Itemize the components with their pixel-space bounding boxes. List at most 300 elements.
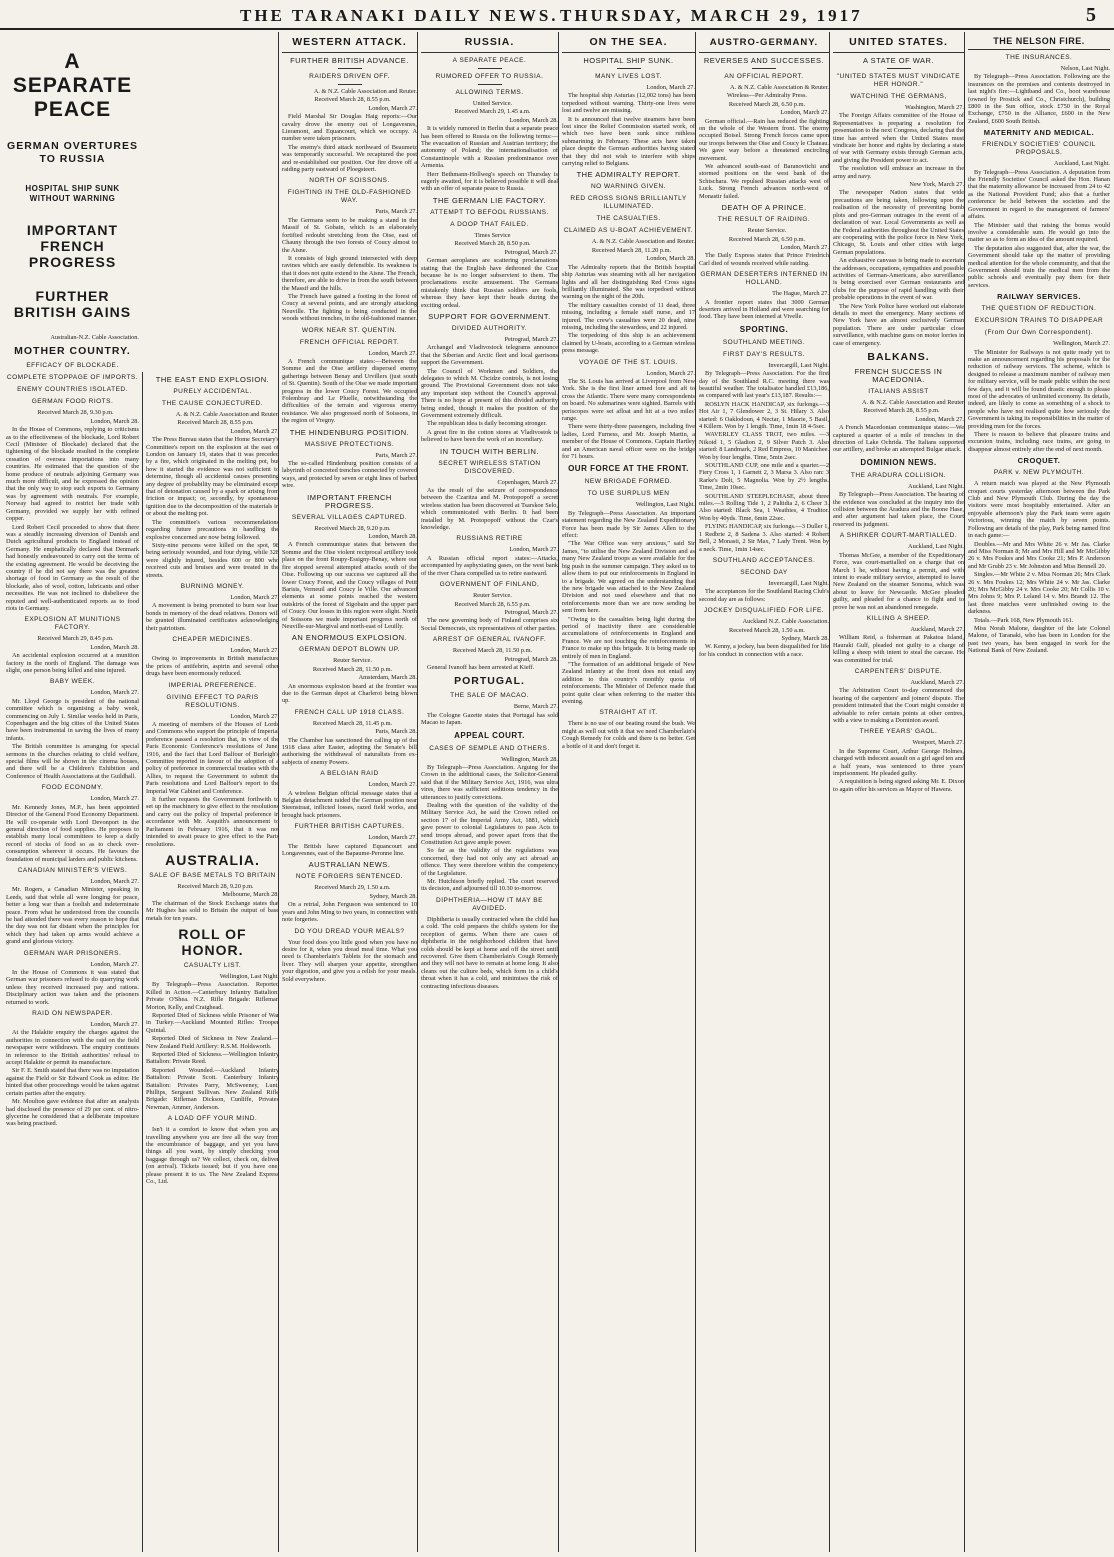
masthead bbox=[0, 0, 1114, 30]
page-number: 5 bbox=[1086, 4, 1096, 26]
article-paragraph: The Arbitration Court to-day commenced the hearing of the carpenters' and joiners' dispute. The president intimated that the Court might consider it advisable to refer certain points at other centres, with a view to making a Dominion award. bbox=[833, 687, 964, 724]
sub-heading: NORTH OF SOISSONS. bbox=[309, 177, 390, 185]
race-result: SOUTHLAND STEEPLECHASE, about three miles.—3 Rolling Tide 1, 2 Paltidia 2, 6 Cheer 3. Also started: Black Sea, 1 Weathies, 4 Truditor. Won by 40yds. Time, 6min 22sec. bbox=[699, 492, 829, 522]
sub-heading: THE QUESTION OF REDUCTION. bbox=[981, 305, 1097, 313]
article-paragraph: The new governing body of Finland comprises six Social Democrats, six representatives of other parties. bbox=[421, 617, 558, 632]
column-7 bbox=[829, 32, 964, 1552]
dateline: London, March 27. bbox=[368, 781, 417, 789]
sub-heading: A DOOP THAT FAILED. bbox=[450, 220, 529, 228]
section-heading: RUSSIA. bbox=[464, 36, 515, 48]
sub-heading: IN TOUCH WITH BERLIN. bbox=[440, 446, 539, 456]
dateline: Invercargill, Last Night. bbox=[768, 361, 829, 369]
dateline: London, March 27. bbox=[368, 834, 417, 842]
sub-heading: FURTHER BRITISH CAPTURES. bbox=[294, 823, 405, 831]
received-line: Received March 28, 6.50 p.m. bbox=[728, 235, 806, 243]
association-credit: A. & N.Z. Cable Association and Reuter. bbox=[175, 411, 279, 418]
association-credit: A. & N.Z. Cable Association and Reuter. bbox=[591, 238, 695, 246]
sub-heading: EXPLOSION AT MUNITIONS FACTORY. bbox=[24, 616, 121, 632]
sub-heading: NEW BRIGADE FORMED. bbox=[584, 478, 673, 486]
article-paragraph: Mr. Rogers, a Canadian Minister, speaking in Leeds, said that while all were longing for peace, better a long war than a foolish and indeterminate peace. From what he understood from the councils he had attended there was every reason to hope that the day was not far distant when the principles for which they had taken up arms would achieve a grand and glorious victory. bbox=[6, 886, 139, 946]
dateline: Petrograd, March 27. bbox=[504, 608, 558, 616]
article-paragraph: Mr. Lloyd George is president of the national committee which is organising a baby week, commencing on July 1. Similar weeks held in Paris, Copenhagen and the big cities of the United States have been instrumental in saving the lives of many infants. bbox=[6, 697, 139, 742]
dateline: Petrograd, March 27. bbox=[504, 335, 558, 343]
article-paragraph: Sixty-nine persons were killed on the spot, 98 being seriously wounded, and four dying, while 328 were slightly injured, besides 600 or 800 who received cuts and bruises and were treated in the streets. bbox=[146, 541, 279, 579]
advertisement-text: Isn't it a comfort to know that when you are travelling anywhere you are free all the way from the encumbrance of baggage, and yet you have things all you want, by simply checking your baggage through us? We collect, check on, deliver (on arrival). Tickets issued; but if you have one, please present it to us. The New Zealand Express Co., Ltd. bbox=[146, 1126, 279, 1186]
dateline: Sydney, March 28. bbox=[369, 892, 417, 900]
sub-heading: NO WARNING GIVEN. bbox=[590, 183, 667, 191]
dateline: Washington, March 27. bbox=[905, 104, 964, 111]
dateline: London, March 28. bbox=[509, 116, 558, 124]
article-paragraph: The hospital ship Asturias (12,002 tons) has been torpedoed without warning. Thirty-one lives were lost and twelve are missing. bbox=[562, 92, 695, 115]
article-paragraph: The resolution will embrace an increase in the army and navy. bbox=[833, 165, 964, 180]
sub-heading: THE SALE OF MACAO. bbox=[450, 692, 529, 700]
sub-heading: SECRET WIRELESS STATION DISCOVERED. bbox=[438, 459, 541, 475]
sub-heading: WORK NEAR ST. QUENTIN. bbox=[301, 326, 398, 334]
section-heading: MATERNITY AND MEDICAL. bbox=[983, 128, 1095, 138]
sub-heading: TO USE SURPLUS MEN bbox=[587, 490, 670, 498]
article-paragraph: An exhaustive canvass is being made to ascertain the addresses, occupations, sympathies and possible activities of German-Americans, also surveillance is being exercised over German restaurants and clubs for the purpose of rapid handling with their probable operations in the event of war. bbox=[833, 257, 964, 302]
dateline: London, March 27. bbox=[368, 349, 417, 357]
article-paragraph: By Telegraph—Press Association. The hearing of the evidence was concluded at the inquiry into the collision between the Aradura and the Boone Hase, and after argument had taken place, the Court reserved its judgment. bbox=[833, 491, 964, 528]
sub-heading: GERMAN WAR PRISONERS. bbox=[23, 949, 122, 957]
sub-heading: VOYAGE OF THE ST. LOUIS. bbox=[579, 358, 678, 366]
dateline: London, March 27. bbox=[646, 369, 695, 377]
received-line: Received March 28, 11.20 p.m. bbox=[591, 246, 672, 254]
sub-heading: IMPORTANT FRENCH PROGRESS. bbox=[307, 492, 392, 510]
advertisement-text: Diphtheria is usually contracted when the child has a cold. The cold prepares the child's system for the reception of germs. When there are cases of diphtheria in the neighborhood children that have colds should be kept at home and off the street until recovered. Give them Chamberlain's Cough Remedy and they will not have to remain at home long. It also cleans out the culture beds, which form in a child's throat when it has a cold, and minimises the risk of contracting infectious diseases. bbox=[421, 915, 558, 990]
dateline: Petrograd, March 27. bbox=[504, 248, 558, 256]
dateline: Wellington, Last Night. bbox=[219, 972, 279, 980]
article-paragraph: "The War Office was very anxious," said Sir James, "to utilise the New Zealand Division and as many New Zealand troops as were available for the big push in the summer campaign. They asked us to allow them to put our reinforcements in England in to a brigade. We agreed on the understanding that the new brigade was attached to the New Zealand Division and not used elsewhere and that no reinforcements more than we are now sending be sent from here. bbox=[562, 540, 695, 615]
section-heading: DOMINION NEWS. bbox=[860, 457, 937, 467]
association-credit: Australian-N.Z. Cable Association. bbox=[50, 334, 139, 341]
article-paragraph: Archangel and Vladivostock telegrams announce that the Siberian and Arctic fleet and local garrisons support the Government. bbox=[421, 344, 558, 367]
dateline: London, March 27. bbox=[90, 795, 139, 803]
article-paragraph: A French communique states that between the Somme and the Oise violent reciprocal artillery took place on the front Roupy-Essigny-Benay, where our fire stopped several attempted attacks south of the Oise. Following up our success we captured all the lower Coucy Forest, and the Coucy villages of Petit Barisis, Verneuil and Coucy le Ville. Our advanced elements at some points reached the western outskirts of the forest of Sigobain and the upper part of Coucy. Our losses in this region were slight. North of Soissons we made important progress north of Neuville-sur-Margival and north-east of Leuilly. bbox=[282, 541, 417, 630]
section-heading: WESTERN ATTACK. bbox=[292, 36, 407, 48]
sub-heading: KILLING A SHEEP. bbox=[866, 614, 931, 622]
received-line: Received March 29, 1.45 a.m. bbox=[454, 108, 531, 116]
sub-heading: FRENCH OFFICIAL REPORT. bbox=[299, 338, 400, 346]
article-paragraph: At the Halakite enquiry the charges against the authorities in connection with the raid on the field newspaper were withdrawn. The enquiry continues in reference to the British authorities' refusal to accept Halakite or permit its manufacture. bbox=[6, 1029, 139, 1067]
article-paragraph: In the Supreme Court, Arthur George Holmes, charged with indecent assault on a girl aged ten and a half years, was sentenced to three years' imprisonment. He pleaded guilty. bbox=[833, 747, 964, 778]
sub-heading: IMPERIAL PREFERENCE. bbox=[168, 681, 257, 689]
sub-heading: GERMAN DEPOT BLOWN UP. bbox=[298, 646, 401, 654]
article-paragraph: Lord Robert Cecil proceeded to show that there was a steadily increasing diversion of Danish and Dutch agricultural products to England instead of Germany. He emphatically declared that Denmark had honestly endeavoured to carry out the terms of the existing agreement. He would be deceiving the country if he did not say there was the greatest shortage of food in Germany as the result of the blockade, also of wool, cotton, lubricants and other necessities. He was not inclined to disbelieve the reputed and well-authenticated reports as to food riots in Germany. bbox=[6, 523, 139, 612]
sub-heading: SOUTHLAND MEETING. bbox=[722, 338, 806, 346]
article-paragraph: The republican idea is daily becoming stronger. bbox=[427, 420, 547, 428]
dateline: London, March 27. bbox=[230, 646, 279, 654]
article-paragraph: The acceptances for the Southland Racing Club's second day are as follows: bbox=[699, 588, 829, 603]
sub-heading: GERMAN DESERTERS INTERNED IN HOLLAND. bbox=[700, 271, 828, 287]
dateline: London, March 27. bbox=[90, 1021, 139, 1029]
sub-heading: BABY WEEK. bbox=[50, 678, 95, 686]
article-paragraph: Reported Died of Sickness while Prisoner of War in Turkey.—Auckland Mounted Rifles: Trooper Quintal. bbox=[146, 1011, 279, 1034]
article-paragraph: A French Macedonian communique states:—We captured a quarter of a mile of trenches in the direction of Lake Ochrida. The Italians supported our artillery, and broke an attempted Bulgar attack. bbox=[833, 424, 964, 454]
sub-heading: RED CROSS SIGNS BRILLIANTLY ILLUMINATED. bbox=[570, 195, 687, 211]
sub-heading: THE RESULT OF RAIDING. bbox=[717, 216, 811, 224]
column-8 bbox=[964, 32, 1110, 1552]
article-paragraph: German official.—Rain has reduced the fighting on the whole of the Western front. The enemy occupied Boisel. Strong French forces came upon our troops between the Oise and Coucy le Chateau. We gave way before a threatened encircling movement. bbox=[699, 117, 829, 162]
dateline: Nelson, Last Night. bbox=[1060, 65, 1110, 72]
article-paragraph: The Minister said that raising the bonus would involve a considerable sum. He would go into the matter so as to form an idea of the amount required. bbox=[968, 221, 1110, 244]
received-line: Received March 28, 8.55 p.m. bbox=[863, 407, 940, 415]
sub-heading: GIVING EFFECT TO PARIS RESOLUTIONS. bbox=[166, 693, 259, 709]
section-heading: MOTHER COUNTRY. bbox=[14, 345, 131, 358]
dateline: Auckland, Last Night. bbox=[908, 482, 964, 490]
sub-heading: MANY LIVES LOST. bbox=[595, 73, 662, 80]
banner-headline-3: HOSPITAL SHIP SUNK WITHOUT WARNING bbox=[25, 184, 120, 203]
sub-heading: CASUALTY LIST. bbox=[183, 961, 242, 969]
sub-heading: JOCKEY DISQUALIFIED FOR LIFE. bbox=[703, 607, 825, 615]
article-paragraph: Sir F. E. Smith stated that there was no imputation against the Field or Sir Edward Cook as editor. He hinted that other proceedings would be taken against certain parties after the enquiry. bbox=[6, 1067, 139, 1097]
article-paragraph: In the House of Commons it was stated that German war prisoners refused to do quarrying work unless they received increased pay and rations. Disciplinary action was taken and the prisoners returned to work. bbox=[6, 969, 139, 1006]
dateline: London, March 28. bbox=[90, 417, 139, 425]
sub-heading: THE EAST END EXPLOSION. bbox=[155, 375, 270, 384]
sub-heading: A SHIRKER COURT-MARTIALLED. bbox=[839, 532, 958, 540]
article-paragraph: The Foreign Affairs committee of the House of Representatives is preparing a resolution for presentation to the next Congress, declaring that the time has arrived when the United States must vindicate her honor and rights by declaring a state of war with Germany exists through German acts, and giving the President power to act. bbox=[833, 112, 964, 164]
article-paragraph: "Owing to the casualties being light during the period of inactivity there are considerable accumulations of reinforcements in England and France. We are not touching the reinforcements in France to make up this brigade. It is being made up entirely of men in England. bbox=[562, 615, 695, 660]
sub-heading: COMPLETE STOPPAGE OF IMPORTS. bbox=[6, 374, 139, 382]
received-line: Received March 28, 11.50 p.m. bbox=[452, 647, 533, 655]
banner-headline-5: FURTHER BRITISH GAINS bbox=[13, 288, 132, 320]
sub-heading: NOTE FORGERS SENTENCED. bbox=[295, 873, 404, 881]
dateline: Copenhagen, March 27. bbox=[497, 478, 558, 486]
article-paragraph: The New York Police have worked out elaborate details to meet the emergency. Many sections of New York have an almost exclusively German population. There are under particular close surveillance, with machine guns on motor lorries in case of emergency. bbox=[833, 302, 964, 347]
article-paragraph: Singles.—Mr White 2 v. Miss Norman 26; Mrs Clark 26 v. Mrs Foukes 12; Mrs White 24 v. Mr Jas. Clarke 20; Mrs McGibby 24 v. Mrs Cooke 20; Mr Collis 10 v. Mrs Johns 9; Mrs P. Leland 14 v. Mrs Brandt 12. The last three matches were unfinished owing to the darkness. bbox=[968, 571, 1110, 616]
article-paragraph: German aeroplanes are scattering proclamations stating that the English have dethroned the Czar because he is no longer subservient to them. The proclamations excite amusement. The Germans mistakenly think that Russian soldiers are fools, whereas they have kept their heads during the exciting ordeal. bbox=[421, 257, 558, 309]
article-paragraph: The British have captured Equancourt and Longavesnes, east of the Bapaume-Peronne line. bbox=[282, 842, 417, 858]
sub-heading: HOSPITAL SHIP SUNK. bbox=[583, 56, 674, 65]
article-paragraph: The British committee is arranging for special sermons in the churches relating to child welfare, special films will be shown in the cinema houses, and there will be a Children's Exhibition and Conference of Health Associations at the Guildhall. bbox=[6, 743, 139, 780]
sub-heading: RUSSIANS RETIRE bbox=[456, 535, 523, 543]
sub-heading: ARREST OF GENERAL IVANOFF. bbox=[432, 636, 547, 644]
received-line: Received March 28, 6.55 p.m. bbox=[454, 600, 531, 608]
section-heading: AUSTRO-GERMANY. bbox=[709, 37, 819, 48]
section-heading: CROQUET. bbox=[1017, 456, 1061, 466]
article-paragraph: General Ivanoff has been arrested at Kieff. bbox=[427, 663, 535, 671]
article-paragraph: A Russian official report states:—Attacks, accompanied by asphyxiating gases, on the west bank of the river Chara compelled us to retire eastward. bbox=[421, 554, 558, 577]
dateline: London, March 28. bbox=[368, 533, 417, 541]
sub-heading: STRAIGHT AT IT. bbox=[599, 709, 658, 717]
article-paragraph: By Telegraph—Press Association. Following are the insurances on the premises and contents destroyed in last night's fire:—Lightband and Co., boot warehouse (owned by Prostick and Co., Christchurch), building £800 in the Sun office, stock £750 in the Royal Exchange, £750 in the Alliance, £600 in the New Zealand, £600 South British. bbox=[968, 73, 1110, 125]
article-paragraph: We advanced south-east of Baranovitchi and stormed positions on the west bank of the Schtschara. We repulsed Russian attacks west of Luck. Strong French advances north-west of Monastir failed. bbox=[699, 163, 829, 200]
article-paragraph: The Cologne Gazette states that Portugal has sold Macao to Japan. bbox=[421, 711, 558, 727]
sub-heading: FURTHER BRITISH ADVANCE. bbox=[290, 56, 409, 65]
banner-headline-4: IMPORTANT FRENCH PROGRESS bbox=[26, 222, 119, 270]
sub-heading: ITALIANS ASSIST bbox=[868, 388, 929, 395]
article-paragraph: So far as the validity of the regulations was concerned, they had not only any act abroad an offence. They were therefore within the competency of the Legislature. bbox=[421, 847, 558, 877]
section-heading: BALKANS. bbox=[867, 351, 930, 363]
received-line: Reuter Service. bbox=[333, 657, 372, 665]
article-paragraph: An accidental explosion occurred at a munition factory in the north of England. The damage was slight, one person being killed and nine injured. bbox=[6, 652, 139, 674]
article-paragraph: By Telegraph—Press Association. Reported Killed in Action.—Canterbury Infantry Battalion: Private O'Shea. N.Z. Rifle Brigade: Rifleman Morton, Kelly, and Craighead. bbox=[146, 981, 279, 1011]
sub-heading: CLAIMED AS U-BOAT ACHIEVEMENT. bbox=[563, 227, 694, 235]
article-paragraph: Dealing with the question of the validity of the Military Service Act, he said the Crown relied on section 17 of the Imperial Army Act, 1881, which gave power to colonial Legislatures to pass Acts to send troops abroad, and power apart from that the Constitution Act gave ample power. bbox=[421, 802, 558, 847]
advertisement-text: There is no use of our beating round the bush. We might as well out with it that we need Chamberlain's Cough Remedy for colds and there is no better. Get a bottle of it and don't forget it. bbox=[562, 720, 695, 750]
article-paragraph: A great fire in the cotton stores at Vladivostok is believed to have been the work of an incendiary. bbox=[421, 428, 558, 444]
article-paragraph: Field Marshal Sir Douglas Haig reports:—Our cavalry drove the enemy out of Longavesnes, Lieramont, and Equancourt, which we occupy. A number were taken prisoners. bbox=[282, 113, 417, 143]
sub-heading: GOVERNMENT OF FINLAND, bbox=[439, 581, 540, 589]
article-paragraph: A requisition is being signed asking Mr. E. Dixon to again offer his services as Mayor of Hawera. bbox=[833, 778, 964, 793]
received-line: Received March 28, 11.45 p.m. bbox=[312, 719, 393, 727]
received-line: Received March 28, 11.50 p.m. bbox=[312, 665, 393, 673]
sub-heading: PURELY ACCIDENTAL. bbox=[173, 388, 252, 395]
article-paragraph: Mr. Moulton gave evidence that after an analysis had disclosed the presence of 29 per cent. of nitro-glycerine he considered that a deliberate imposture was being practised. bbox=[6, 1098, 139, 1128]
column-4 bbox=[417, 32, 558, 1552]
section-heading: AUSTRALIAN NEWS. bbox=[308, 860, 391, 870]
sub-heading: SECOND DAY bbox=[740, 568, 788, 576]
section-heading: ON THE SEA. bbox=[589, 36, 668, 48]
dateline: London, March 27. bbox=[230, 712, 279, 720]
article-paragraph: The Admiralty reports that the British hospital ship Asturias was steaming with all her navigation lights and all her distinguishing Red Cross signs brilliantly illuminated. She was torpedoed without warning on the night of the 20th. bbox=[562, 263, 695, 301]
article-paragraph: William Reid, a fisherman at Pakatoa Island, Hauraki Gulf, pleaded not guilty to a charge of killing a sheep with intent to steal the carcase. He was committed for trial. bbox=[833, 634, 964, 664]
dateline: Paris, March 27. bbox=[375, 451, 417, 459]
dateline: London, March 27. bbox=[780, 109, 829, 117]
sub-heading: RAIDERS DRIVEN OFF. bbox=[309, 73, 390, 80]
advertisement-text: Your food does you little good when you have no desire for it, when you dread meal time. What you need is Chamberlain's Tablets for the stomach and liver. They will sharpen your appetite, strengthen your digestion, and give you a relish for your meals. Sold everywhere. bbox=[282, 938, 417, 983]
section-heading: THE NELSON FIRE. bbox=[993, 36, 1085, 46]
sub-heading: MASSIVE PROTECTIONS. bbox=[304, 440, 395, 448]
article-paragraph: The French have gained a footing in the forest of Coucy at several points, and are strongly attacking Neuville. The fighting is being conducted in the woods without trenches, in the old-fashioned manner. bbox=[282, 292, 417, 323]
sub-heading: THE CAUSE CONJECTURED. bbox=[162, 400, 263, 407]
dateline: London, March 27. bbox=[230, 427, 279, 435]
sub-heading: FIGHTING IN THE OLD-FASHIONED WAY. bbox=[287, 189, 412, 205]
article-paragraph: A meeting of members of the Houses of Lords and Commons who support the principle of Imperial preference passed a resolution that, in view of the Paris Economic Conference's resolutions of June, 1916, and the fact that Lord Balfour of Burleigh's Committee reported in favour of the adoption of a policy of preference in commercial treaties with the Allies, to request the Government to submit the Paris resolutions and Lord Balfour's report to the Imperial War Cabinet and Conference. bbox=[146, 721, 279, 795]
sub-heading: ENEMY COUNTRIES ISOLATED. bbox=[17, 386, 128, 394]
received-line: United Service. bbox=[472, 100, 513, 107]
dateline: London, March 27. bbox=[915, 415, 964, 423]
dateline: Wellington, Last Night. bbox=[635, 501, 695, 509]
sub-heading: THE ARADURA COLLISION. bbox=[850, 471, 947, 479]
article-paragraph: The Press Bureau states that the Home Secretary's Committee's report on the explosion at the east of London on January 19, states that it was preceded by a fire, which originated in the melting pot, but how it started the evidence was not sufficient to determine, though all accidental causes presenting any degree of probability may be eliminated except that of detonation caused by a spark or arising from friction or impact; or, secondly, by spontaneous ignition due to the decomposition of the materials in or about the melting pot. bbox=[146, 436, 279, 518]
received-line: Received March 29, 8.45 p.m. bbox=[37, 635, 114, 643]
sub-heading: SOUTHLAND ACCEPTANCES. bbox=[712, 556, 816, 564]
dateline: Melbourne, March 28. bbox=[222, 891, 279, 899]
sub-heading: REVERSES AND SUCCESSES. bbox=[703, 56, 825, 65]
article-paragraph: Totals.—Park 168, New Plymouth 161. bbox=[974, 616, 1074, 624]
sub-heading: A SEPARATE PEACE. bbox=[452, 57, 527, 64]
dateline: Invercargill, Last Night. bbox=[768, 579, 829, 587]
race-result: SOUTHLAND CUP, one mile and a quarter.—2 Fiery Cross 1, 1 Garnett 2, 3 Marsa 3. Also ran: 3 Rarke's Dolt, 5 Magnolia. Won by 2½ lengths. Time, 2min 10sec. bbox=[699, 462, 829, 492]
banner-headline-2: GERMAN OVERTURES TO RUSSIA bbox=[7, 140, 138, 165]
dateline: Petrograd, March 28. bbox=[504, 655, 558, 663]
article-paragraph: A frontier report states that 3000 German deserters arrived in Holland and were searching for food. They have been interned at Vivelle. bbox=[699, 298, 829, 321]
article-paragraph: On a retrial, John Ferguson was sentenced to 10 years and John Ming to two years, in connection with note forgeries. bbox=[282, 901, 417, 924]
association-credit: A. & N.Z. Cable Association and Reuter bbox=[862, 399, 964, 406]
section-heading: AUSTRALIA. bbox=[165, 851, 260, 868]
article-paragraph: The Minister for Railways is not quite ready yet to make an announcement regarding his proposals for the reduction of railway services. The scheme, which is designed to release a maximum number of railway men for military service, will be made public within the next few days, and it will be found drastic enough to please most of the advocates of unlimited economy. Its details, indeed, are likely to come as something of a shock to people who have not realised quite how seriously the Government is taking its responsibilities in the matter of providing men for the forces. bbox=[968, 348, 1110, 430]
received-line: Times Service bbox=[474, 231, 511, 239]
sub-heading: (From Our Own Correspondent). bbox=[984, 329, 1094, 337]
dateline: Auckland, Last Night. bbox=[1054, 160, 1110, 168]
received-line: Received March 28, 9.20 p.m. bbox=[314, 524, 391, 532]
dateline: Berne, March 27. bbox=[513, 703, 558, 711]
dateline: Paris, March 27. bbox=[375, 208, 417, 216]
dateline: The Hague, March 27. bbox=[772, 290, 829, 298]
article-paragraph: Mr. Hutchison briefly replied. The court reserved its decision, and adjourned till 10.30 to-morrow. bbox=[421, 878, 558, 893]
sub-heading: "UNITED STATES MUST VINDICATE HER HONOR." bbox=[836, 73, 961, 88]
received-line: Reuter Service. bbox=[473, 592, 512, 600]
sub-heading: AN ENORMOUS EXPLOSION. bbox=[291, 633, 408, 643]
article-paragraph: A French communique states:—Between the Somme and the Oise artillery dispersed enemy gatherings between Benay and Urvillers (just south of St. Quentin). South of the Oise we made important progress in the lower Coucy Forest. We occupied Folembray and Le Pluelle, notwithstanding the difficulties of the terrain and vigorous enemy resistance. We also progressed north of Soissons, in the region of Vregny. bbox=[282, 357, 417, 425]
article-paragraph: Mr. Kennedy Jones, M.P., has been appointed Director of the General Food Economy Department. He will co-operate with Lord Devonport in the general direction of food supplies. He proposes to establish many local committees to keep a daily record of stocks of food so as to check over-consumption wherever it occurs. He favours the foundation of municipal larders and public kitchens. bbox=[6, 803, 139, 863]
dateline: London, March 28. bbox=[646, 255, 695, 263]
sub-heading: RAID ON NEWSPAPER. bbox=[32, 1010, 113, 1018]
article-paragraph: It further requests the Government forthwith to set up the machinery to give effect to the resolutions and carry out the policy of Imperial preference in accordance with Mr. Asquith's announcement to Parliament in February 1916, that it was not intended to await peace to give effect to the Paris resolutions. bbox=[146, 796, 279, 848]
article-paragraph: Doubles.—Mr and Mrs White 26 v. Mr Jas. Clarke and Miss Norman 8; Mr and Mrs Hill and Mr McGibby 26 v. Mrs Foukes and Mrs Cooke 21; Mrs P. Anderson and Mr Grubb 23 v. Mr Johnston and Miss Bennell 20. bbox=[968, 540, 1110, 570]
dateline: London, March 27. bbox=[90, 960, 139, 968]
received-line: Received March 28, 6.50 p.m. bbox=[728, 100, 806, 108]
sub-heading: A LOAD OFF YOUR MIND. bbox=[167, 1115, 258, 1123]
section-heading: RAILWAY SERVICES. bbox=[997, 292, 1081, 302]
article-paragraph: The deputation also suggested that, after the war, the Government should take up the matter of providing medical attention for the whole community, and that the Government should train the medical men from the public schools and eventually pay them for their services. bbox=[968, 244, 1110, 289]
column-3 bbox=[278, 32, 417, 1552]
article-paragraph: A movement is being promoted to burn war loan bonds in memory of the dead relatives. Donors will be granted illuminated certificates acknowledging their patriotism. bbox=[146, 602, 279, 632]
dateline: Auckland, March 27. bbox=[910, 678, 964, 686]
article-paragraph: There were thirty-three passengers, including five ladies, Lord Furness, and Mr. Joseph Martin, a member of the House of Commons. Captain Hartley and an American naval officer were on the bridge for 71 hours. bbox=[562, 423, 695, 461]
column-2 bbox=[142, 372, 279, 1552]
sub-heading: FRIENDLY SOCIETIES' COUNCIL PROPOSALS. bbox=[982, 141, 1096, 157]
sub-heading: CHEAPER MEDICINES. bbox=[172, 635, 253, 643]
article-paragraph: By Telegraph—Press Association. An important statement regarding the New Zealand Expeditionary Force has been made by Sir James Allen to the effect: bbox=[562, 509, 695, 540]
sub-heading: PARK v. NEW PLYMOUTH. bbox=[993, 469, 1085, 477]
received-line: Reuter Service. bbox=[747, 227, 787, 235]
sub-heading: THE GERMAN LIE FACTORY. bbox=[432, 195, 547, 205]
sub-heading: GERMAN FOOD RIOTS. bbox=[31, 398, 114, 406]
article-paragraph: Reported Died of Sickness.—Wellington Infantry Battalion: Private Reed. bbox=[146, 1051, 279, 1066]
sub-heading: RUMORED OFFER TO RUSSIA. bbox=[435, 73, 544, 80]
sub-heading: AN OFFICIAL REPORT. bbox=[724, 73, 804, 80]
article-paragraph: By Telegraph—Press Association. For the first day of the Southland R.C. meeting there was beautiful weather. The totalisator handled £13,186, as compared with last year's £13,187. Results:— bbox=[699, 370, 829, 400]
sub-heading: FIRST DAY'S RESULTS. bbox=[722, 350, 806, 358]
sub-heading: FRENCH SUCCESS IN MACEDONIA. bbox=[854, 367, 943, 384]
sub-heading: THREE YEARS' GAOL. bbox=[859, 728, 938, 736]
section-heading: APPEAL COURT. bbox=[454, 730, 525, 740]
dateline: London, March 27. bbox=[368, 104, 417, 112]
article-paragraph: As the result of the seizure of correspondence between the Czaritza and M. Protopopoff a secret wireless station has been discovered at Tsarskoe Selo, which communicated with Berlin. It had been installed by M. Protopopoff without the Czar's knowledge. bbox=[421, 487, 558, 532]
dateline: London, March 27. bbox=[90, 877, 139, 885]
dateline: London, March 27. bbox=[780, 243, 829, 251]
article-paragraph: By Telegraph—Press Association. Arguing for the Crown in the additional cases, the Solicitor-General said that if the Military Service Act, 1916, was ultra vires, there was sufficient seditious tendency in the utterances to justify convictions. bbox=[421, 763, 558, 801]
received-line: Received March 28, 1.50 a.m. bbox=[729, 626, 805, 634]
sub-heading: THE CASUALTIES. bbox=[596, 215, 661, 223]
dateline: London, March 27. bbox=[90, 689, 139, 697]
article-paragraph: It is widely rumored in Berlin that a separate peace has been offered to Russia on the following terms:—The evacuation of Russian and Austrian territory; the autonomy of Poland; the internationalisation of Constantinople with a Russian predominance over Armenia. bbox=[421, 125, 558, 170]
received-line: Received March 28, 8.50 p.m. bbox=[454, 240, 531, 248]
article-paragraph: It is announced that twelve steamers have been lost since the Relief Commission started work, of which two have been sunk since ruthless submarining in February. These acts have taken place despite the German authorities having stated that they did not wish to interfere with ships carrying relief to Belgians. bbox=[562, 115, 695, 168]
article-paragraph: The torpedoing of this ship is an achievement claimed by U-boats, according to a German wireless press message. bbox=[562, 332, 695, 355]
article-paragraph: It consists of high ground intersected with deep ravines which are easily defensible. Its weakness is that it does not quite extend to the Aisne. The French, therefore, are able to drive in from the south between the Massif and the hills. bbox=[282, 254, 417, 292]
article-paragraph: Reported Died of Sickness in New Zealand.—New Zealand Field Artillery: R.S.M. Holdsworth. bbox=[146, 1035, 279, 1050]
article-paragraph: W. Kenny, a jockey, has been disqualified for life for his conduct in connection with a race. bbox=[699, 643, 829, 658]
article-paragraph: A return match was played at the New Plymouth croquet courts yesterday afternoon between the Park Club and New Plymouth Club. During the day the visitors were most hospitably entertained. After an enjoyable afternoon's play the Park team were again victorious, winning the match by seven points. Following are details of the play, Park being named first in each game:— bbox=[968, 480, 1110, 540]
issue-date: THURSDAY, MARCH 29, 1917 bbox=[560, 6, 863, 25]
sub-heading: DIPHTHERIA—HOW IT MAY BE AVOIDED. bbox=[436, 896, 543, 912]
article-paragraph: The enemy's third attack northward of Beaumetz was temporarily successful. We recaptured the post and re-established our position. Our fire drove off a raiding party eastward of Ploegsteert. bbox=[282, 143, 417, 174]
column-6 bbox=[695, 32, 829, 1552]
dateline: Amsterdam, March 28. bbox=[358, 674, 417, 682]
race-result: FLYING HANDICAP, six furlongs.—3 Duller 1, 1 Redbrie 2, 8 Sadena 3. Also started: 4 Robert Bell, 2 Monasti, 2 Sir Max, 7 Lady Trent. Won by a neck. Time, 1min 14sec. bbox=[699, 523, 829, 553]
article-paragraph: The St. Louis has arrived at Liverpool from New York. She is the first liner armed fore and aft to cross the Atlantic. There were many correspondents on board. No submarines were sighted. Barrels with periscopes were set afloat and hit at a two miles' range. bbox=[562, 377, 695, 422]
sub-heading: BURNING MONEY. bbox=[180, 582, 245, 590]
dateline: New York, March 27. bbox=[909, 181, 964, 189]
association-credit: A. & N.Z. Cable Association and Reuter. bbox=[313, 88, 417, 95]
sub-heading: FRENCH CALL UP 1918 CLASS. bbox=[294, 708, 405, 716]
article-paragraph: The newspaper Nation states that wide precautions are being taken, following upon the realisation of the necessity of preventing bomb plots and pro-German outrages in the event of a declaration of war. Local Governments as well as the Federal authorities throughout the United States are cooperating with the police force in New York, Chicago, St. Louis and other cities with large German populations. bbox=[833, 189, 964, 256]
article-paragraph: Miss Norah Malone, daughter of the late Colonel Malone, of Taranaki, who has been in London for the past two years, has been engaged in work for the National Bank of New Zealand. bbox=[968, 624, 1110, 655]
sub-heading: ATTEMPT TO BEFOOL RUSSIANS. bbox=[430, 208, 549, 216]
article-paragraph: Reported Wounded.—Auckland Infantry Battalion: Private Scott. Canterbury Infantry Battalion: Privates Parry, McSweeney, Lunt, Phillips, Sergeant Sullivan. New Zealand Rifle Brigade: Rifleman Dickson, Cunliffe, Privates Newman, Ammer, Anderson. bbox=[146, 1066, 279, 1111]
article-paragraph: A wireless Belgian official message states that a Belgian detachment raided the German position near Steenstraat, inflicted losses, razed field works, and brought back prisoners. bbox=[282, 789, 417, 819]
column-1 bbox=[6, 32, 139, 1552]
sub-heading: CANADIAN MINISTER'S VIEWS. bbox=[17, 866, 128, 874]
article-paragraph: There is reason to believe that pleasure trains and excursion trains, including race trains, are going to disappear almost entirely after the end of next month. bbox=[968, 431, 1110, 453]
dateline: London, March 27. bbox=[646, 84, 695, 91]
sub-heading: THE INSURANCES. bbox=[1005, 54, 1073, 61]
sub-heading: DO YOU DREAD YOUR MEALS? bbox=[294, 927, 405, 935]
dateline: Wellington, March 27. bbox=[1053, 340, 1110, 348]
column-5 bbox=[558, 32, 695, 1552]
dateline: Auckland, March 27. bbox=[910, 625, 964, 633]
article-paragraph: Herr Bethmann-Hollweg's speech on Thursday is eagerly awaited, for it is believed possible it will deal with an offer of separate peace to Russia. bbox=[421, 170, 558, 193]
dateline: London, March 28. bbox=[90, 643, 139, 651]
association-credit: A. & N.Z. Cable Association & Reuter. bbox=[730, 84, 829, 91]
sub-heading: DIVIDED AUTHORITY. bbox=[451, 324, 528, 332]
received-line: Received March 28, 8.55 p.m. bbox=[177, 419, 254, 427]
dateline: Auckland, Last Night. bbox=[908, 543, 964, 551]
race-result: WAVERLEY CLASS TROT, two miles. —3 Nikoid 1, 5 Gladion 2, 9 Silver Patch 3. Also started: 8 Landmark, 2 Red Empress, 10 Manichee. Won by four lengths. Time, 5min 2sec. bbox=[699, 431, 829, 461]
dateline: Wellington, March 28. bbox=[501, 755, 558, 763]
sub-heading: FOOD ECONOMY. bbox=[41, 784, 104, 792]
article-paragraph: The military casualties consist of 11 dead, three missing, including a female staff nurse, and 17 injured. The crew's casualties were 20 dead, nine missing, including the stewardess, and 22 injured. bbox=[562, 301, 695, 331]
sub-heading: SEVERAL VILLAGES CAPTURED. bbox=[291, 513, 408, 521]
section-heading: UNITED STATES. bbox=[849, 36, 948, 48]
section-heading: OUR FORCE AT THE FRONT. bbox=[568, 464, 689, 474]
sub-heading: THE ADMIRALTY REPORT. bbox=[576, 170, 681, 180]
race-result: ROSLYN HACK HANDICAP, six furlongs.—3 Hot Air 1, 7 Glendower 2, 3 St. Hilary 3. Also started: 6 Oaklodoun, 4 Nectar, 1 Maorie, 5 Basil, 4 Killern. Won by 1 length. Time, 1min 18 4-5sec. bbox=[699, 400, 829, 430]
dateline: Westport, March 27. bbox=[912, 739, 964, 747]
sub-heading: A BELGIAN RAID bbox=[320, 770, 379, 778]
sub-heading: WATCHING THE GERMANS, bbox=[850, 93, 947, 100]
received-line: Received March 28, 8.55 p.m. bbox=[314, 96, 391, 104]
article-paragraph: The Daily Express states that Prince Friedrich Carl died of wounds received while raiding. bbox=[699, 252, 829, 267]
banner-headline-1: A SEPARATE PEACE bbox=[12, 50, 133, 121]
article-paragraph: The so-called Hindenburg position consists of a labyrinth of concreted trenches connected by covered ways, and protected by seven or eight lines of barbed wire. bbox=[282, 460, 417, 490]
dateline: Paris, March 28. bbox=[375, 728, 417, 736]
article-paragraph: The Council of Workmen and Soldiers, the delegates to which M. Chcidze controls, is not losing ground. The Provisional Government does not take any important step without the Council's approval. There is no hope at present of this divided authority being ended, though it makes the position of the Government extremely difficult. bbox=[421, 367, 558, 419]
article-paragraph: Thomas McGee, a member of the Expeditionary Force, was court-martialled on a charge that on March 1 he, without having a permit, and with intent to evade military service, attempted to leave New Zealand on the steamer Sonoma, which was about to leave for Newcastle. McGee pleaded guilty, and pleaded for a chance to fight and to prove he was not an abandoned renegade. bbox=[833, 551, 964, 611]
article-paragraph: The committee's various recommendations regarding future precautions in handling the explosive concerned are now being followed. bbox=[146, 518, 279, 541]
sub-heading: EFFICACY OF BLOCKADE. bbox=[26, 362, 119, 370]
sub-heading: DEATH OF A PRINCE. bbox=[721, 203, 807, 213]
article-paragraph: In the House of Commons, replying to criticisms as to the effectiveness of the blockade, Lord Robert Cecil (Minister of Blockade) declared that the tightening of the blockade resulted in the complete cessation of oversea importations into many countries. He estimated that the question of the home produce of neutrals adjoining Germany was much more difficult, and he expressed the opinion that the only way to stop such exports to Germany was by agreement with neutrals. For example, Norway had agreed to restrict her trade with Germany, provided we supply her with refined copper. bbox=[6, 426, 139, 523]
article-paragraph: Owing to improvements in British manufacture the prices of antifebrin, aspirin and several other drugs have been enormously reduced. bbox=[146, 655, 279, 678]
article-paragraph: The chairman of the Stock Exchange states that Mr Hughes has sold to Britain the output of base metals for ten years. bbox=[146, 899, 279, 922]
sub-heading: A STATE OF WAR. bbox=[862, 56, 935, 65]
sub-heading: CARPENTERS' DISPUTE. bbox=[854, 667, 943, 675]
newspaper-title: THE TARANAKI DAILY NEWS. bbox=[240, 6, 559, 25]
front-banner bbox=[6, 50, 139, 320]
dateline: London, March 27. bbox=[230, 593, 279, 601]
sub-heading: EXCURSION TRAINS TO DISAPPEAR bbox=[974, 317, 1104, 325]
article-paragraph: An enormous explosion heard at the frontier was due to the German depot at Charleroi being blown up. bbox=[282, 682, 417, 705]
received-line: Received March 28, 9.20 p.m. bbox=[177, 882, 254, 890]
sub-heading: ALLOWING TERMS. bbox=[455, 89, 524, 96]
article-paragraph: The Germans seem to be making a stand in the Massif of St. Gobain, which is an elaborately fortified redoubt stretching from the Oise, east of Chauny through the two forests of Coucy almost to the Aisne. bbox=[282, 216, 417, 254]
association-credit: Auckland N.Z. Cable Association. bbox=[742, 618, 829, 626]
dateline: Sydney, March 28. bbox=[781, 634, 829, 642]
